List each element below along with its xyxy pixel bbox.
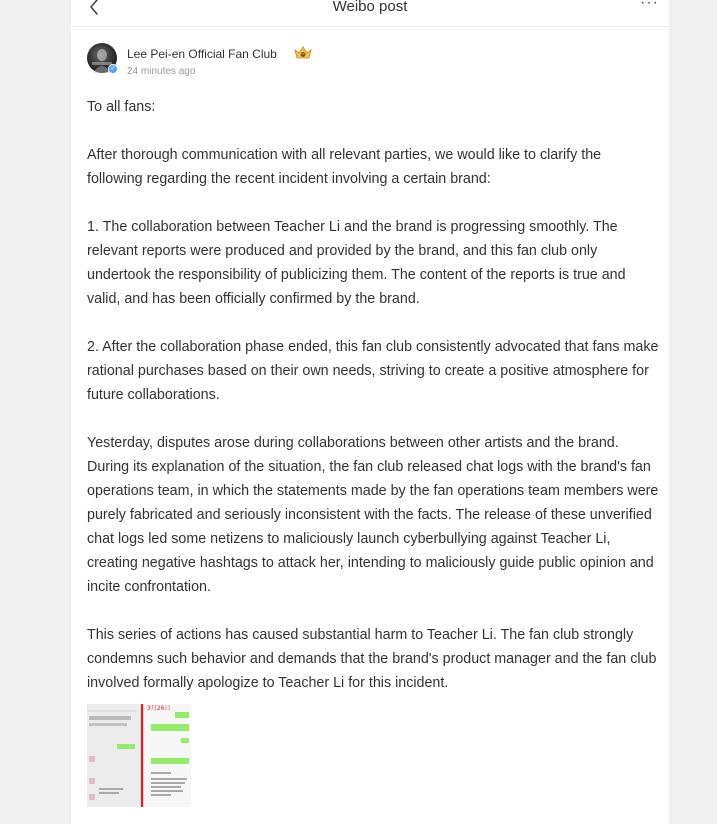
post-timestamp: 24 minutes ago xyxy=(127,66,196,77)
more-options-icon[interactable]: ··· xyxy=(640,0,659,11)
verified-check-icon: ✓ xyxy=(108,64,118,74)
author-name[interactable]: Lee Pei-en Official Fan Club xyxy=(127,47,277,61)
post-paragraph: 1. The collaboration between Teacher Li and the brand is progressing smoothly. The relevant reports were produced and provided by the brand, and this fan club only undertook the responsibility of publicizing them. The content of the reports is true and valid, and has been officially confirmed by the brand. xyxy=(87,219,626,307)
attached-image-thumbnail[interactable] xyxy=(87,704,191,807)
chat-log-screenshot-image xyxy=(87,704,191,807)
post-paragraph: Yesterday, disputes arose during collaborations between other artists and the brand. During its explanation of the situation, the fan club released chat logs with the brand's fan operations team, in which the statements made by the fan operations team members were purely fabricated and seriously inconsistent with the facts. The release of these unverified chat logs led some netizens to maliciously launch cyberbullying against Teacher Li, creating negative hashtags to attack her, intending to maliciously guide public opinion and incite confrontation. xyxy=(87,435,659,595)
post-paragraph: To all fans: xyxy=(87,99,156,115)
post-paragraph: 2. After the collaboration phase ended, this fan club consistently advocated that fans make rational purchases based on their own needs, striving to create a positive atmosphere for future collaborations. xyxy=(87,339,659,403)
attachment-date-label: 3月26日 xyxy=(147,705,171,712)
top-nav-bar xyxy=(71,0,669,27)
page-title: Weibo post xyxy=(332,0,408,15)
post-paragraph: After thorough communication with all relevant parties, we would like to clarify the following regarding the recent incident involving a certain brand: xyxy=(87,147,602,187)
post-paragraph: This series of actions has caused substantial harm to Teacher Li. The fan club strongly condemns such behavior and demands that the brand's product manager and the fan club involved formally apologize to Teacher Li for this incident. xyxy=(87,627,657,691)
fan-club-crown-badge-icon xyxy=(293,45,313,61)
post-content xyxy=(87,95,659,719)
post-card xyxy=(71,0,669,824)
